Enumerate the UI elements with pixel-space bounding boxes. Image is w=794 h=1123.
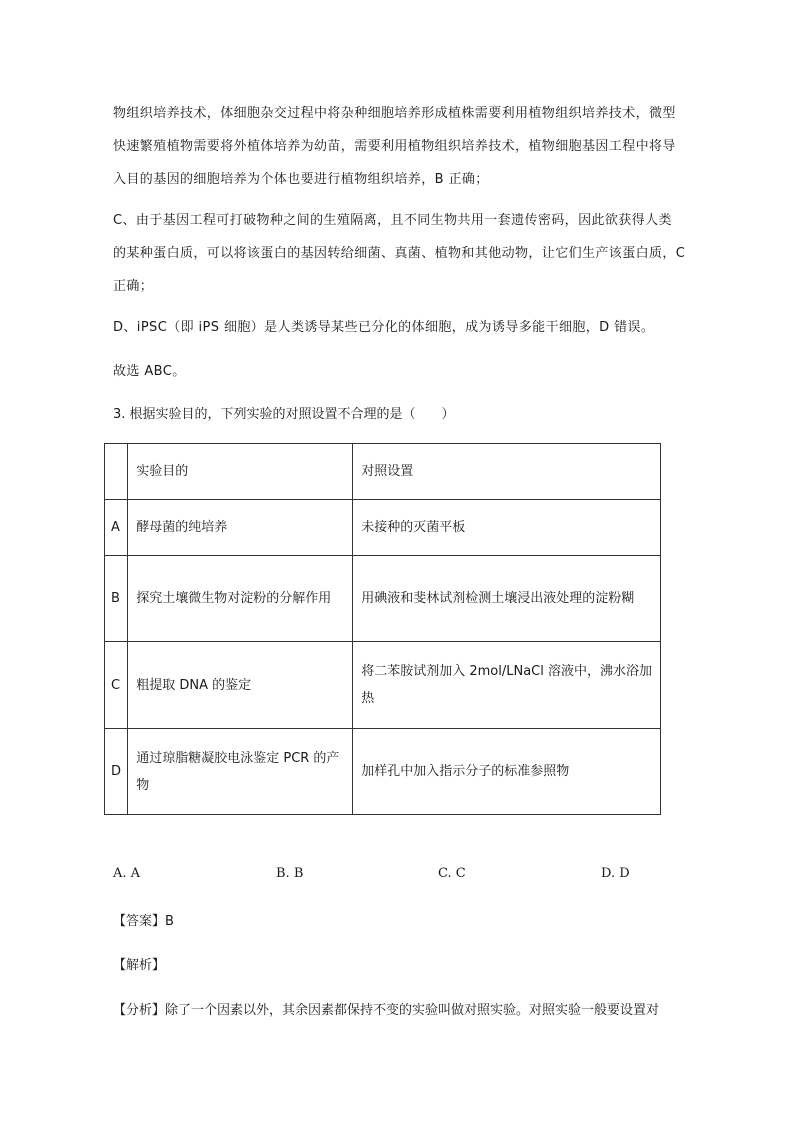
- row-control: 加样孔中加入指示分子的标准参照物: [353, 729, 661, 815]
- text-line: 故选 ABC。: [113, 364, 186, 379]
- text-line: D、iPSC（即 iPS 细胞）是人类诱导某些已分化的体细胞，成为诱导多能干细胞，D 错误。: [113, 320, 655, 335]
- option-b: B. B: [276, 866, 304, 881]
- text-line: 正确；: [113, 279, 154, 294]
- option-d: D. D: [601, 866, 630, 881]
- text-line: 快速繁殖植物需要将外植体培养为幼苗，需要利用植物组织培养技术，植物细胞基因工程中将导: [113, 139, 676, 154]
- row-letter: D: [105, 729, 128, 815]
- row-control: 用碘液和斐林试剂检测土壤浸出液处理的淀粉糊: [353, 556, 661, 642]
- experiment-table: [104, 443, 661, 815]
- option-c: C. C: [438, 866, 466, 881]
- text-line: 的某种蛋白质，可以将该蛋白的基因转给细菌、真菌、植物和其他动物，让它们生产该蛋白质，C: [113, 246, 686, 261]
- table-header-cell: 对照设置: [353, 444, 661, 500]
- table-row: [105, 500, 661, 556]
- analysis-heading: 【解析】: [113, 958, 166, 973]
- table-row: [105, 642, 661, 729]
- row-aim: 探究土壤微生物对淀粉的分解作用: [128, 556, 353, 642]
- option-a: A. A: [113, 866, 141, 881]
- table-header-cell: [105, 444, 128, 500]
- table-header-row: [105, 444, 661, 500]
- explanation-c: [113, 204, 713, 303]
- answer-options: [0, 866, 794, 890]
- answer-line: 【答案】B: [113, 914, 174, 929]
- analysis-first-line: 【分析】除了一个因素以外，其余因素都保持不变的实验叫做对照实验。对照实验一般要设置对: [113, 1003, 660, 1018]
- explanation-b: [113, 97, 713, 196]
- row-aim: 粗提取 DNA 的鉴定: [128, 642, 353, 729]
- row-letter: C: [105, 642, 128, 729]
- table-row: [105, 556, 661, 642]
- explanation-d: [113, 311, 713, 344]
- question-stem: 3. 根据实验目的，下列实验的对照设置不合理的是（ ）: [113, 407, 455, 422]
- table-header-cell: 实验目的: [128, 444, 353, 500]
- text-line: 入目的基因的细胞培养为个体也要进行植物组织培养，B 正确；: [113, 172, 489, 187]
- explanation-conclusion: [113, 355, 713, 388]
- row-control: 未接种的灭菌平板: [353, 500, 661, 556]
- row-aim: 通过琼脂糖凝胶电泳鉴定 PCR 的产物: [128, 729, 353, 815]
- row-letter: B: [105, 556, 128, 642]
- text-line: 物组织培养技术，体细胞杂交过程中将杂种细胞培养形成植株需要利用植物组织培养技术，微型: [113, 106, 676, 121]
- table-row: [105, 729, 661, 815]
- row-aim: 酵母菌的纯培养: [128, 500, 353, 556]
- row-control: 将二苯胺试剂加入 2mol/LNaCl 溶液中，沸水浴加热: [353, 642, 661, 729]
- row-letter: A: [105, 500, 128, 556]
- text-line: C、由于基因工程可打破物种之间的生殖隔离，且不同生物共用一套遗传密码，因此欲获得人类: [113, 213, 672, 228]
